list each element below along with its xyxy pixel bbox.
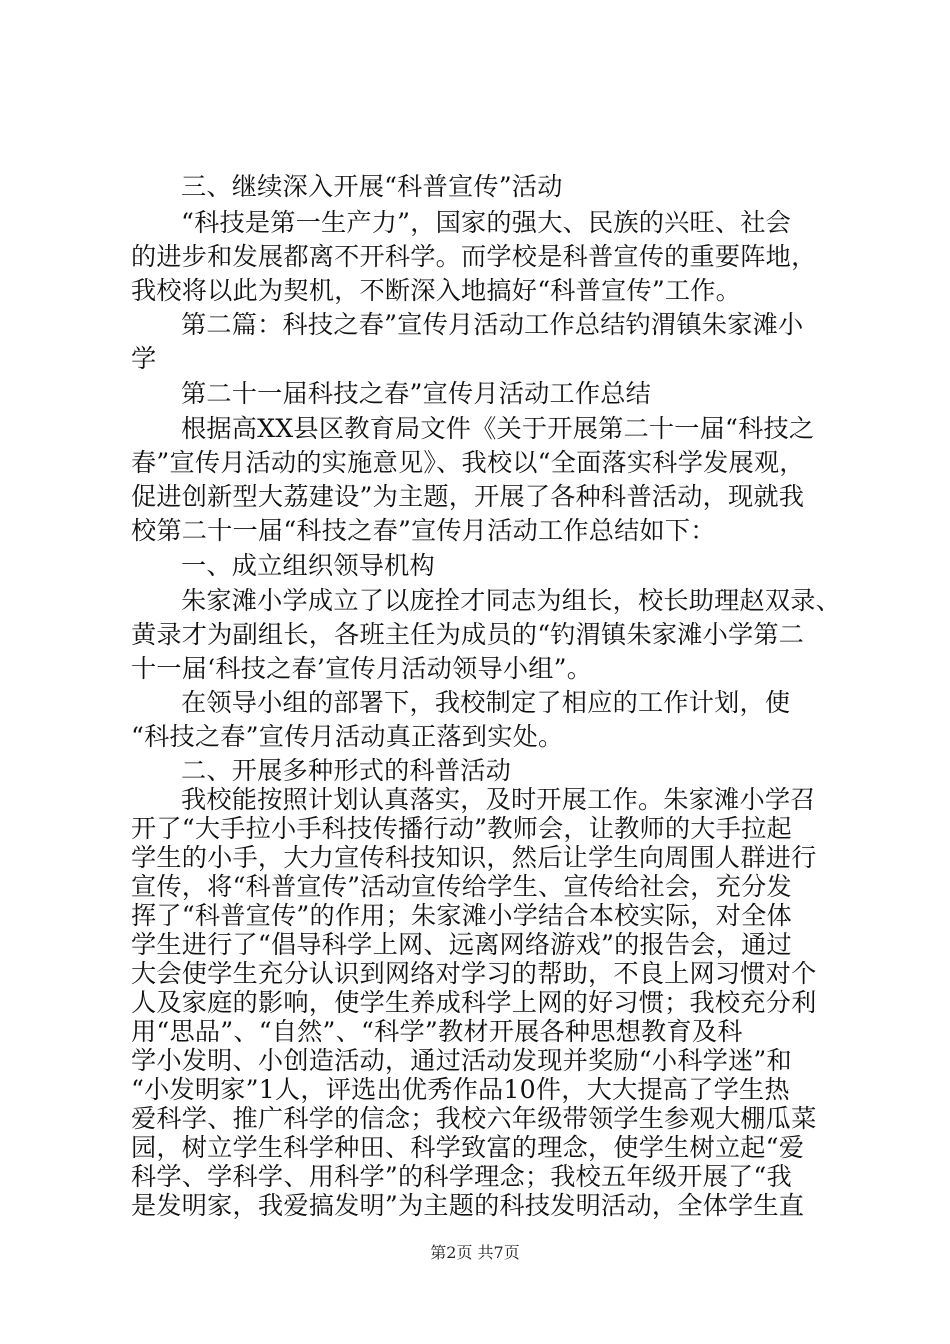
paragraph-line: 春”宣传月活动的实施意见》、我校以“全面落实科学发展观， — [131, 448, 805, 477]
paragraph-line: 我校将以此为契机，不断深入地搞好“科普宣传”工作。 — [131, 276, 742, 305]
section-heading-3: 三、继续深入开展“科普宣传”活动 — [181, 172, 563, 201]
paragraph-line: 挥了“科普宣传”的作用；朱家滩小学结合本校实际，对全体 — [131, 901, 792, 930]
paragraph-line: 科学、学科学、用科学”的科学理念；我校五年级开展了“我 — [131, 1162, 792, 1191]
paragraph-line: 大会使学生充分认识到网络对学习的帮助，不良上网习惯对个 — [131, 959, 817, 988]
paragraph-line: 学生进行了“倡导科学上网、远离网络游戏”的报告会，通过 — [131, 930, 792, 959]
chapter-title-continued: 学 — [131, 344, 157, 373]
paragraph-line: 爱科学、推广科学的信念；我校六年级带领学生参观大棚瓜菜 — [131, 1104, 817, 1133]
paragraph-line: 是发明家，我爱搞发明”为主题的科技发明活动，全体学生直 — [131, 1191, 805, 1220]
paragraph-line: 人及家庭的影响，使学生养成科学上网的好习惯；我校充分利 — [131, 988, 817, 1017]
paragraph-line: 学生的小手，大力宣传科技知识，然后让学生向周围人群进行 — [131, 843, 817, 872]
paragraph-line: 校第二十一届“科技之春”宣传月活动工作总结如下： — [131, 516, 716, 545]
paragraph-line: “小发明家”1人，评选出优秀作品10件，大大提高了学生热 — [131, 1075, 790, 1104]
paragraph-line: 十一届‘科技之春’宣传月活动领导小组”。 — [131, 654, 593, 683]
paragraph-line: 学小发明、小创造活动，通过活动发现并奖励“小科学迷”和 — [131, 1046, 792, 1075]
paragraph-line: 的进步和发展都离不开科学。而学校是科普宣传的重要阵地， — [131, 242, 817, 271]
paragraph-line: 根据高XX县区教育局文件《关于开展第二十一届“科技之 — [181, 414, 815, 443]
paragraph-line: 开了“大手拉小手科技传播行动”教师会，让教师的大手拉起 — [131, 814, 792, 843]
paragraph-line: 我校能按照计划认真落实，及时开展工作。朱家滩小学召 — [181, 785, 816, 814]
section-heading-1: 一、成立组织领导机构 — [181, 551, 435, 580]
chapter-title: 第二篇：科技之春”宣传月活动工作总结钓渭镇朱家滩小 — [181, 310, 804, 339]
paragraph-line: 在领导小组的部署下，我校制定了相应的工作计划，使 — [181, 688, 791, 717]
paragraph-line: 用“思品”、“自然”、“科学”教材开展各种思想教育及科 — [131, 1017, 743, 1046]
paragraph-line: “科技是第一生产力”，国家的强大、民族的兴旺、社会 — [181, 208, 792, 237]
paragraph-line: 朱家滩小学成立了以庞拴才同志为组长，校长助理赵双录、 — [181, 586, 842, 615]
page-footer: 第2页 共7页 — [430, 1243, 520, 1262]
paragraph-line: 园，树立学生科学种田、科学致富的理念，使学生树立起“爱 — [131, 1133, 805, 1162]
section-heading-2: 二、开展多种形式的科普活动 — [181, 756, 512, 785]
paragraph-line: 促进创新型大荔建设”为主题，开展了各种科普活动，现就我 — [131, 482, 805, 511]
paragraph-line: 黄录才为副组长，各班主任为成员的“钓渭镇朱家滩小学第二 — [131, 620, 805, 649]
report-title: 第二十一届科技之春”宣传月活动工作总结 — [181, 379, 652, 408]
paragraph-line: “科技之春”宣传月活动真正落到实处。 — [131, 722, 564, 751]
paragraph-line: 宣传，将“科普宣传”活动宣传给学生、宣传给社会，充分发 — [131, 872, 792, 901]
